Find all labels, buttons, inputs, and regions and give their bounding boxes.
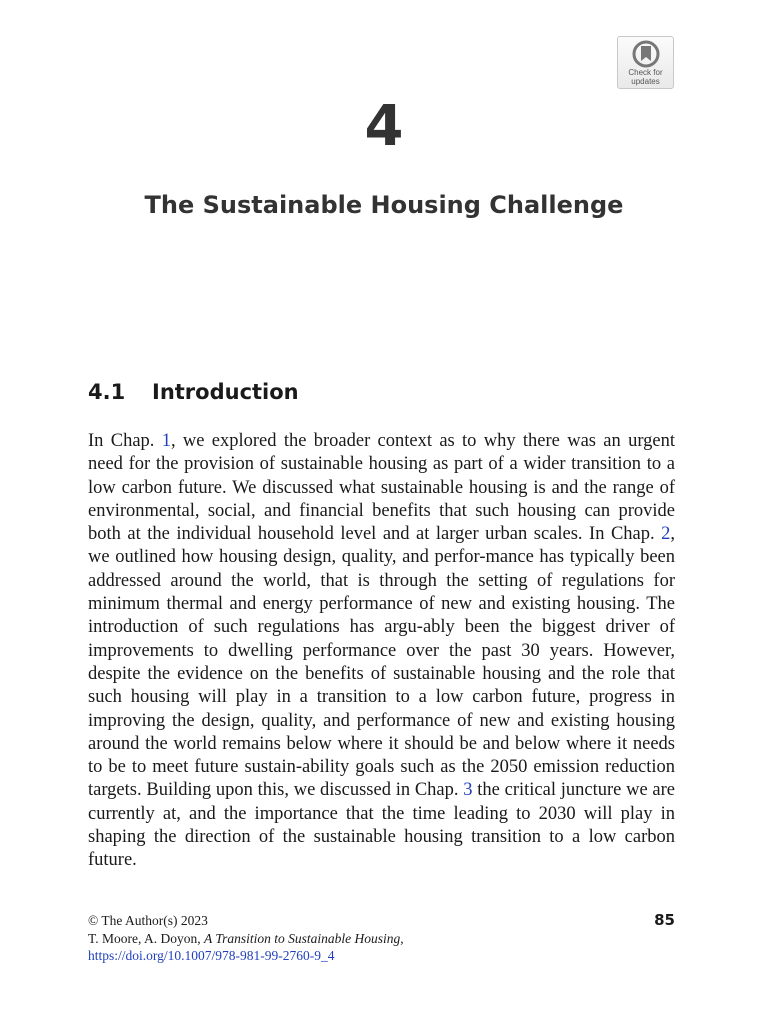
page-footer [88,912,675,965]
body-text-run: , we outlined how housing design, quality, and perfor-mance has typically been addressed around the world, that is through the setting of regulations for minimum thermal and energy performance of new and existing housing. The introduction of such regulations has argu-ably been the biggest driver of improvements to dwelling performance over the past 30 years. However, despite the evidence on the benefits of sustainable housing and the role that such housing will play in a transition to a low carbon future, progress in improving the design, quality, and performance of new and existing housing around the world remains below where it should be and below where it needs to be to meet future sustain-ability goals such as the 2050 emission reduction targets. Building upon this, we discussed in Chap. [88,524,675,801]
citation-line [88,930,675,948]
chapter-1-link[interactable]: 1 [161,431,171,451]
chapter-number: 4 [364,94,404,159]
copyright-notice: © The Author(s) 2023 [88,913,208,928]
badge-label-line1: Check for [628,68,663,77]
chapter-3-link[interactable]: 3 [463,780,473,801]
bookmark-ring-icon [631,40,661,68]
page-number: 85 [654,911,675,929]
section-heading [88,377,299,407]
citation-authors: T. Moore, A. Doyon, [88,930,204,946]
section-title: Introduction [152,380,299,404]
body-paragraph [88,430,675,873]
citation-comma: , [400,930,404,946]
body-text-run: , we explored the broader context as to why there was an urgent need for the provision of sustainable housing as part of a wider transition to a low carbon future. We discussed what sustainable housing is and the range of environmental, social, and financial benefits that such housing can provide both at the individual household level and at larger urban scales. In Chap. [88,431,675,545]
body-text-run: In Chap. [88,431,162,451]
chapter-2-link[interactable]: 2 [661,524,671,545]
chapter-title: The Sustainable Housing Challenge [144,191,624,219]
citation-book-title: A Transition to Sustainable Housing [204,930,401,946]
check-for-updates-badge[interactable] [617,36,674,89]
doi-link[interactable]: https://doi.org/10.1007/978-981-99-2760-9_4 [88,948,335,963]
section-number: 4.1 [88,380,126,404]
badge-label-line2: updates [631,77,660,86]
body-text-run: the critical juncture we are currently at, and the importance that the time leading to 2030 will play in shaping the direction of the sustainable housing transition to a low carbon future. [88,780,675,871]
